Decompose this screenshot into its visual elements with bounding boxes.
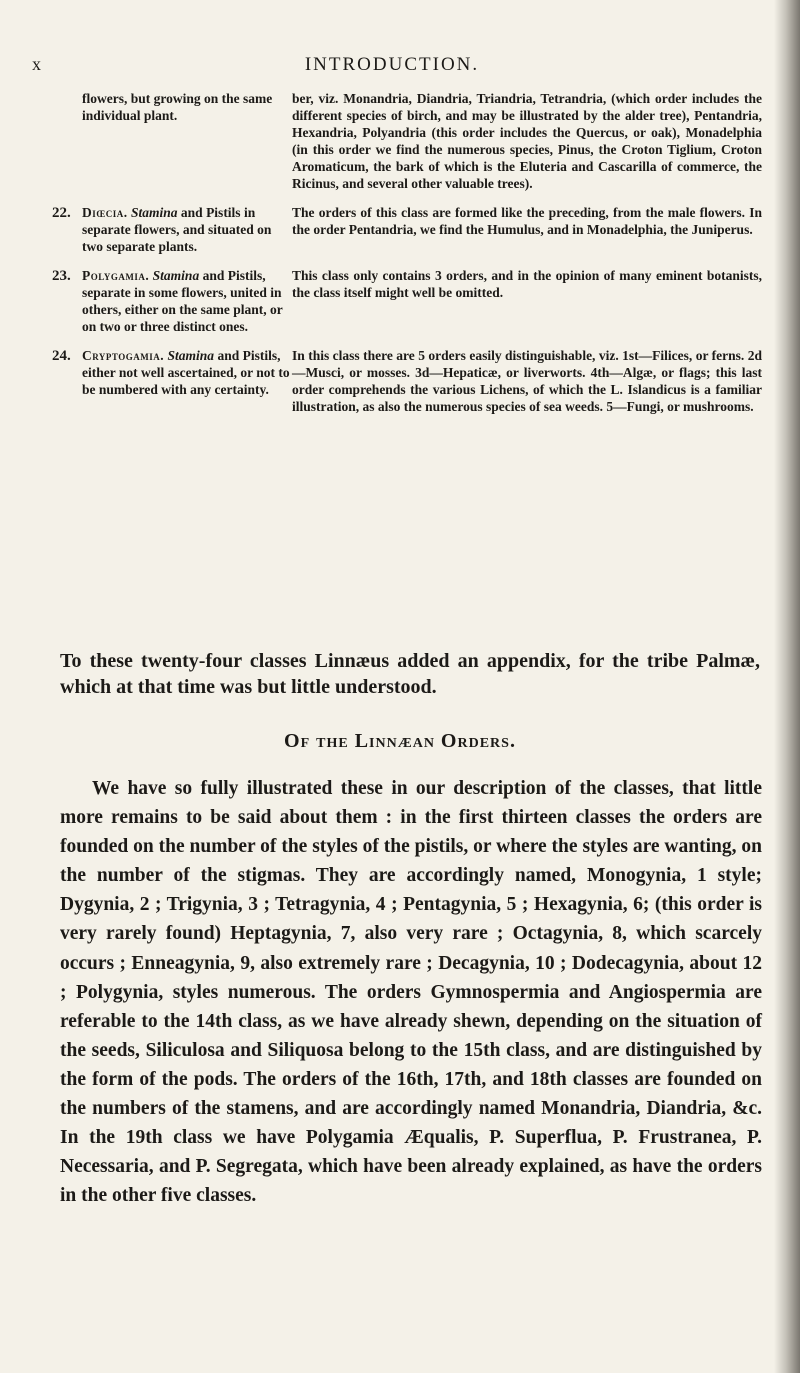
class-lead: Stamina — [167, 348, 215, 363]
class-desc-text: and Pistils, separate in some flowers, united in others, either on the same plant, or on two or three distinct ones. — [82, 268, 283, 334]
intro-left-text: flowers, but growing on the same individual plant. — [82, 91, 273, 123]
class-name: Diœcia. — [82, 205, 128, 220]
class-desc-text: and Pistils, either not well ascertained, or not to be numbered with any certainty. — [82, 348, 290, 397]
class-text: This class only contains 3 orders, and in the opinion of many eminent botanists, the class itself might well be omitted. — [292, 268, 762, 300]
page-number: x — [32, 54, 42, 74]
class-desc-text: and Pistils in separate flowers, and situated on two separate plants. — [82, 205, 272, 254]
class-number-empty — [52, 90, 82, 192]
class-text: The orders of this class are formed like the preceding, from the male flowers. In the order Pentandria, we find the Humulus, and in Monadelphia, the Juniperus. — [292, 205, 762, 237]
class-number: 24. — [52, 348, 71, 364]
class-row-24 — [52, 347, 762, 415]
section-heading: Of the Linnæan Orders. — [284, 730, 516, 752]
class-name: Polygamia. — [82, 268, 150, 283]
class-lead: Stamina — [152, 268, 200, 283]
class-row-23 — [52, 267, 762, 335]
class-lead: Stamina — [131, 205, 178, 220]
intro-row — [52, 90, 762, 192]
class-row-22 — [52, 204, 762, 255]
class-description — [82, 267, 292, 335]
classes-table — [52, 90, 762, 427]
page-edge-shadow — [774, 0, 800, 1373]
class-text: In this class there are 5 orders easily distinguishable, viz. 1st—Filices, or ferns. 2d—Musci, or mosses. 3d—Hepaticæ, or liverworts. 4th—Algæ, or flags; this last order comprehends the various Lichens, of which the L. Islandicus is a familiar illustration, as also the numerous species of sea weeds. 5—Fungi, or mushrooms. — [292, 348, 762, 414]
running-head: INTRODUCTION. — [304, 54, 480, 75]
class-description — [82, 204, 292, 255]
appendix-paragraph: To these twenty-four classes Linnæus added an appendix, for the tribe Palmæ, which at that time was but little understood. — [60, 650, 760, 698]
class-number: 23. — [52, 268, 71, 284]
class-description — [82, 347, 292, 415]
page-header — [32, 54, 752, 82]
intro-right-text: ber, viz. Monandria, Diandria, Triandria, Tetrandria, (which order includes the different species of birch, and may be illustrated by the alder tree), Pentandria, Hexandria, Polyandria (this order includes the Quercus, or oak), Monadelphia (in this order we find the numerous species, Pinus, the Croton Tiglium, Croton Aromaticum, the bark of which is the Eluteria and Cascarilla of commerce, the Ricinus, and several other valuable trees). — [292, 91, 762, 191]
class-name: Cryptogamia. — [82, 348, 165, 363]
class-number: 22. — [52, 205, 71, 221]
orders-paragraph: We have so fully illustrated these in our description of the classes, that little more remains to be said about them : in the first thirteen classes the orders are founded on the number of the styles of the pistils, or where the styles are wanting, on the number of the stigmas. They are accordingly named, Monogynia, 1 style; Dygynia, 2 ; Trigynia, 3 ; Tetragynia, 4 ; Pentagynia, 5 ; Hexagynia, 6; (this order is very rarely found) Heptagynia, 7, also very rare ; Octagynia, 8, which scarcely occurs ; Enneagynia, 9, also extremely rare ; Decagynia, 10 ; Dodecagynia, about 12 ; Polygynia, styles numerous. The orders Gymnospermia and Angiospermia are referable to the 14th class, as we have already shewn, depending on the situation of the seeds, Siliculosa and Siliquosa belong to the 15th class, and are distinguished by the form of the pods. The orders of the 16th, 17th, and 18th classes are founded on the numbers of the stamens, and are accordingly named Monandria, Diandria, &c. In the 19th class we have Polygamia Æqualis, P. Superflua, P. Frustranea, P. Necessaria, and P. Segregata, which have been already explained, as have the orders in the other five classes. — [60, 778, 762, 1207]
